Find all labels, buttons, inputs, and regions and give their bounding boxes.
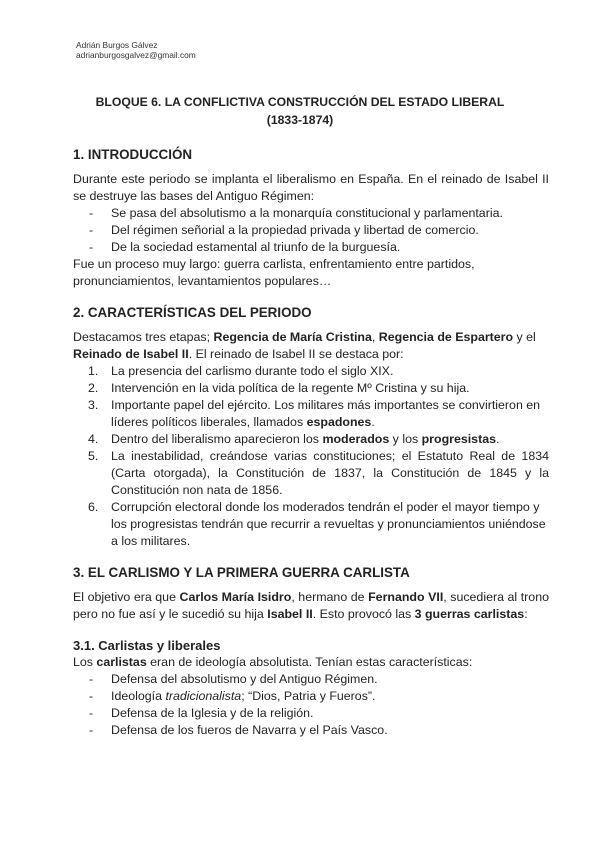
section-1-heading: 1. INTRODUCCIÓN xyxy=(73,147,193,162)
section-1-bullets xyxy=(73,205,549,256)
document-body xyxy=(73,146,549,739)
section-3-paragraph: El objetivo era que Carlos María Isidro, hermano de Fernando VII, sucediera al trono pero no fue así y le sucedió su hija Isabel II. Esto provocó las 3 guerras carlistas: xyxy=(73,590,549,621)
title-line-2: (1833-1874) xyxy=(266,113,334,127)
list-item: - Defensa de la Iglesia y de la religión. xyxy=(89,706,314,720)
author-name: Adrián Burgos Gálvez xyxy=(76,40,158,50)
list-item: 2. Intervención en la vida política de la regente Mº Cristina y su hija. xyxy=(88,381,470,395)
list-item: 5. La inestabilidad, creándose varias constituciones; el Estatuto Real de 1834 (Carta otorgada), la Constitución de 1837, la Constitución de 1845 y la Constitución non nata de 1856. xyxy=(88,449,549,497)
list-item: - De la sociedad estamental al triunfo de la burguesía. xyxy=(89,240,401,254)
section-3-1-bullets xyxy=(73,671,549,739)
document-title xyxy=(60,93,540,129)
section-2-intro: Destacamos tres etapas; Regencia de María Cristina, Regencia de Espartero y el Reinado de Isabel II. El reinado de Isabel II se destaca por: xyxy=(73,330,536,361)
author-block xyxy=(76,40,196,60)
section-1-outro: Fue un proceso muy largo: guerra carlista, enfrentamiento entre partidos, pronunciamientos, levantamientos populares… xyxy=(73,257,475,288)
list-item: - Del régimen señorial a la propiedad privada y libertad de comercio. xyxy=(89,223,479,237)
list-item: - Ideología tradicionalista; “Dios, Patria y Fueros”. xyxy=(89,689,376,703)
section-1-intro: Durante este periodo se implanta el liberalismo en España. En el reinado de Isabel II se destruye las bases del Antiguo Régimen: xyxy=(73,172,549,203)
section-3-1-intro: Los carlistas eran de ideología absolutista. Tenían estas características: xyxy=(73,655,473,669)
list-item: 4. Dentro del liberalismo aparecieron los moderados y los progresistas. xyxy=(88,432,500,446)
section-3-1-heading: 3.1. Carlistas y liberales xyxy=(73,638,221,653)
list-item: 6. Corrupción electoral donde los moderados tendrán el poder el mayor tiempo y los progresistas tendrán que recurrir a revueltas y pronunciamientos uniéndose a los militares. xyxy=(88,500,546,548)
section-3-heading: 3. EL CARLISMO Y LA PRIMERA GUERRA CARLISTA xyxy=(73,565,410,580)
title-line-1: BLOQUE 6. LA CONFLICTIVA CONSTRUCCIÓN DEL ESTADO LIBERAL xyxy=(95,95,505,109)
list-item: 1. La presencia del carlismo durante todo el siglo XIX. xyxy=(88,364,394,378)
list-item: - Se pasa del absolutismo a la monarquía constitucional y parlamentaria. xyxy=(89,206,503,220)
section-2-list xyxy=(73,363,549,550)
list-item: - Defensa de los fueros de Navarra y el País Vasco. xyxy=(89,723,388,737)
list-item: - Defensa del absolutismo y del Antiguo Régimen. xyxy=(89,672,378,686)
author-email: adrianburgosgalvez@gmail.com xyxy=(76,50,196,60)
list-item: 3. Importante papel del ejército. Los militares más importantes se convirtieron en líderes políticos liberales, llamados espadones. xyxy=(88,398,541,429)
section-2-heading: 2. CARACTERÍSTICAS DEL PERIODO xyxy=(73,305,312,320)
